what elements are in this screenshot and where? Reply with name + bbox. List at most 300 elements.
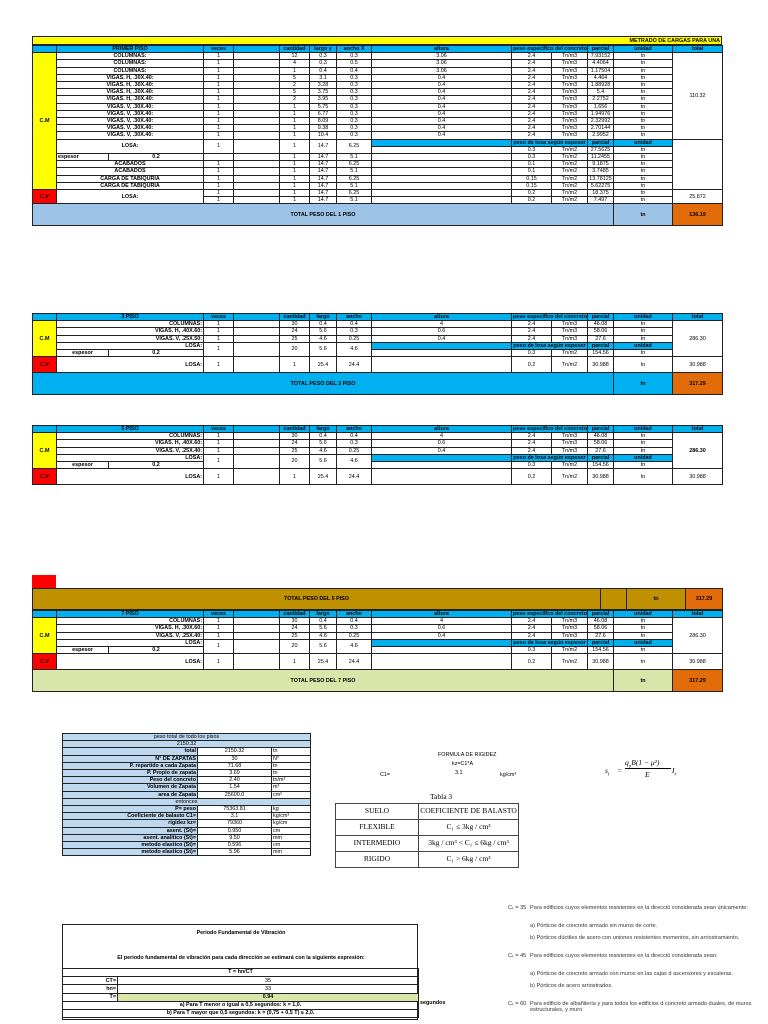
column-header: largo	[310, 426, 337, 433]
vibration-row	[63, 993, 419, 1001]
cell: 1.17504	[588, 67, 614, 74]
cell: 1	[280, 118, 310, 125]
cell: 30	[280, 433, 310, 440]
cell: 2.4	[512, 74, 552, 81]
cell	[234, 611, 280, 618]
cell: 5.1	[337, 182, 372, 189]
cell	[372, 190, 512, 197]
cell: 0.4	[337, 618, 372, 625]
row-label: VIGAS. V, .30X.40:	[57, 103, 204, 110]
cell: 24	[280, 440, 310, 447]
cell: 1	[204, 53, 234, 60]
losa-header: parcial	[588, 139, 614, 146]
cell: 0.6	[372, 625, 512, 632]
cell: 4.6	[310, 447, 337, 454]
cell: Tn/m3	[552, 433, 588, 440]
table-row	[63, 813, 311, 820]
cell: 0.4	[337, 433, 372, 440]
cell: 1	[280, 67, 310, 74]
cell: 2.70144	[588, 125, 614, 132]
table-row	[33, 433, 723, 440]
cell: 30	[280, 618, 310, 625]
cell: Tn/m3	[552, 632, 588, 639]
cell: 4.6	[337, 454, 372, 468]
column-header: total	[673, 611, 723, 618]
cell: 1	[280, 139, 310, 153]
cm-total: 286.30	[673, 433, 723, 469]
rigidez-title: FORMULA DE RIGIDEZ	[438, 752, 497, 758]
cell: 24	[280, 328, 310, 335]
row-label: VIGAS. V, .30X.40:	[57, 110, 204, 117]
cell: 0.950	[198, 827, 272, 834]
cell: 2.4	[512, 96, 552, 103]
column-header: cantidad	[280, 426, 310, 433]
cell: 0.2	[109, 462, 204, 469]
table-row	[33, 328, 723, 335]
column-header: peso especifico del concreto	[513, 46, 588, 52]
cell: 5.96	[198, 849, 272, 856]
cell: Tn/m3	[552, 125, 588, 132]
cell: 14.7	[310, 197, 337, 204]
cell: 46.08	[588, 321, 614, 328]
row-label: COLUMNAS:	[57, 53, 204, 60]
vibration-subtitle: El periodo fundamental de vibración para cada dirección se estimará con la siguiente expresión:	[117, 955, 365, 961]
column-header: altura	[372, 314, 512, 321]
cell: mm	[272, 834, 311, 841]
cell: 0.4	[372, 447, 512, 454]
cell: tn	[614, 462, 673, 469]
cell: 2.2752	[588, 96, 614, 103]
cell: 9.50	[198, 834, 272, 841]
cell: tn	[614, 350, 673, 357]
cell: kg	[272, 806, 311, 813]
cell: 0.4	[372, 118, 512, 125]
cell: 0.3	[337, 74, 372, 81]
cell: 18.375	[588, 190, 614, 197]
vibration-table	[62, 968, 419, 1018]
cell: 14.7	[310, 154, 337, 161]
summary-label: metodo elastico (St)=	[63, 842, 198, 849]
cell	[234, 328, 280, 335]
cell: 1	[204, 654, 234, 670]
column-header: cantidad	[280, 314, 310, 321]
vibration-label: CT=	[63, 977, 118, 985]
cell: tn	[614, 182, 673, 189]
column-header: 5 PISO	[57, 426, 204, 433]
cell	[372, 469, 512, 485]
losa-row	[33, 139, 723, 146]
column-header: cantidad	[280, 46, 310, 53]
cm-label: C.M	[33, 53, 57, 190]
cell: 1	[280, 357, 310, 373]
cell: 0.2	[512, 357, 552, 373]
cell: tn	[614, 190, 673, 197]
floor5-total-value: 317.29	[686, 589, 723, 610]
cell	[234, 654, 280, 670]
table-row	[63, 748, 311, 755]
cell: tn/m³	[272, 777, 311, 784]
cell: 1	[204, 639, 234, 653]
cell: 2.4	[512, 433, 552, 440]
summary-table	[62, 733, 311, 856]
losa-row	[33, 454, 723, 461]
losa-label: LOSA:	[57, 454, 204, 461]
cell: tn	[614, 618, 673, 625]
cell: Tn/m2	[552, 190, 588, 197]
losa-header: parcial	[588, 454, 614, 461]
column-header: veces	[204, 426, 234, 433]
cell: 2.32992	[588, 118, 614, 125]
cell: tn	[614, 103, 673, 110]
cell: 154.56	[588, 350, 614, 357]
cell: 24.4	[337, 357, 372, 373]
cell: 3.95	[310, 96, 337, 103]
extra-row	[33, 175, 723, 182]
cell: tn	[614, 632, 673, 639]
cell	[372, 139, 512, 146]
cell: 1	[204, 447, 234, 454]
row-label: VIGAS. H, .30X.40:	[57, 74, 204, 81]
cell: 5.6	[310, 440, 337, 447]
tabla3-header	[336, 804, 519, 820]
row-label: COLUMNAS:	[57, 321, 204, 328]
cell	[372, 639, 512, 646]
cell: 30.988	[588, 469, 614, 485]
cell: LOSA:	[57, 469, 204, 485]
losa-header: peso de losa según espesor	[513, 342, 586, 349]
ct-description: Para edificio de albañilería y para todos los edificios d concreto armado duales, de muros estructurales, y muro	[530, 1001, 752, 1014]
balasto-range: C₁ > 6kg / cm³	[419, 852, 519, 868]
cell: 0.2	[512, 469, 552, 485]
cm-label: C.M	[33, 433, 57, 469]
losa-header: unidad	[614, 454, 673, 461]
floor1-table	[32, 45, 723, 226]
vibration-value: 35	[118, 977, 419, 985]
cell: tn	[614, 335, 673, 342]
cell	[673, 139, 723, 189]
cell	[234, 197, 280, 204]
cell: LOSA:	[57, 654, 204, 670]
cell: Tn/m3	[552, 625, 588, 632]
cell: 9.38	[310, 125, 337, 132]
cell: N°	[272, 755, 311, 762]
cell: 3.69	[198, 770, 272, 777]
cell	[372, 462, 512, 469]
table-row	[33, 60, 723, 67]
table-row	[63, 777, 311, 784]
cell: 2.4	[512, 625, 552, 632]
summary-label: P. repartido a cada Zapata	[63, 762, 198, 769]
cell: 4.6	[337, 342, 372, 356]
row-label: ACABADOS	[57, 161, 204, 168]
cm-label: C.M	[33, 321, 57, 357]
table-row	[63, 770, 311, 777]
cell: 1	[280, 469, 310, 485]
cell	[234, 440, 280, 447]
cell: Tn/m2	[552, 182, 588, 189]
row-label: VIGAS. H, .30X.40:	[57, 82, 204, 89]
cell: 0.3	[337, 82, 372, 89]
row-label: VIGAS. V, .25X.40:	[57, 447, 204, 454]
cell: 1	[204, 74, 234, 81]
cell: tn	[614, 132, 673, 139]
cell	[234, 447, 280, 454]
cell: 1	[204, 342, 234, 356]
cell: 10.4	[310, 132, 337, 139]
cell: tn	[614, 168, 673, 175]
row-label: VIGAS. H, .40X.60:	[57, 328, 204, 335]
espesor-row	[33, 647, 723, 654]
column-header: parcial	[588, 611, 614, 618]
cell: 30.988	[673, 654, 723, 670]
cell	[234, 53, 280, 60]
cell: 12	[280, 53, 310, 60]
cell: Tn/m2	[552, 154, 588, 161]
cell: 0.4	[372, 110, 512, 117]
losa-header: peso de losa según espesor	[513, 139, 586, 146]
cell: 25600.0	[198, 791, 272, 798]
losa-header: unidad	[614, 342, 673, 349]
cell: mm	[272, 849, 311, 856]
cell: 2150.32	[198, 748, 272, 755]
cell: 5.4	[588, 89, 614, 96]
summary-label: area de Zapata	[63, 791, 198, 798]
cell: 2.9952	[588, 132, 614, 139]
row-label: VIGAS. H, .30X.40:	[57, 89, 204, 96]
summary-label: metodo elastico (St)=	[63, 849, 198, 856]
cell: 14.7	[310, 139, 337, 153]
cell: 2.4	[512, 440, 552, 447]
cell: 0.5	[337, 60, 372, 67]
header-row	[33, 426, 723, 433]
cell: 0.3	[512, 350, 552, 357]
cv-label: C.V	[33, 469, 57, 485]
cell: 1	[280, 161, 310, 168]
summary-label: Volumen de Zapata	[63, 784, 198, 791]
cell: 0.3	[337, 96, 372, 103]
cell: 1	[204, 321, 234, 328]
header-row	[33, 46, 723, 53]
cell: tn	[614, 89, 673, 96]
cell	[234, 168, 280, 175]
cell: Tn/m3	[552, 67, 588, 74]
table-row	[33, 632, 723, 639]
cell: 3.7485	[588, 168, 614, 175]
cell: 0.4	[372, 96, 512, 103]
table-row	[33, 103, 723, 110]
cell: 2.4	[512, 618, 552, 625]
column-header: total	[673, 426, 723, 433]
ct-value: Cₜ = 60	[508, 1001, 527, 1007]
floor7-total-value: 317.29	[673, 670, 723, 692]
cell: 14.7	[310, 175, 337, 182]
summary-value: 2150.32	[63, 741, 311, 748]
vibration-row	[63, 985, 419, 993]
cell: 0.3	[337, 125, 372, 132]
espesor-label: espesor	[57, 154, 109, 161]
ct-value: Cₜ = 35	[508, 905, 527, 911]
cell: Tn/m2	[552, 175, 588, 182]
tabla3	[335, 803, 519, 868]
cell	[234, 433, 280, 440]
cell: 0.3	[337, 328, 372, 335]
cell: 1	[204, 132, 234, 139]
vibration-label: hn=	[63, 985, 118, 993]
losa-header: unidad	[614, 639, 673, 646]
cell: Tn/m2	[552, 161, 588, 168]
cell: 3.06	[372, 53, 512, 60]
floor5-total-label: TOTAL PESO DEL 5 PISO	[33, 589, 601, 610]
cell: 1	[204, 625, 234, 632]
cell: 1	[204, 454, 234, 468]
cell: 1	[280, 125, 310, 132]
cell: 1	[280, 175, 310, 182]
soil-type: RIGIDO	[336, 852, 419, 868]
cell: 0.25	[337, 632, 372, 639]
cell: tn	[614, 647, 673, 654]
floor7-total-row	[33, 670, 723, 692]
cell: 0.4	[337, 321, 372, 328]
cell: 27.6	[588, 447, 614, 454]
ct-subitem: b) Pórticos dúctiles de acero con uniones resistentes momentos, sin arriostramiento.	[530, 935, 740, 941]
cell: 1	[280, 197, 310, 204]
cell: 30	[198, 755, 272, 762]
floor7-table	[32, 610, 723, 692]
column-header: altura	[372, 46, 512, 53]
cell: 30.988	[673, 469, 723, 485]
cell: 24.4	[337, 654, 372, 670]
cell: 0.4	[372, 132, 512, 139]
table-row	[33, 321, 723, 328]
cell	[234, 182, 280, 189]
cell	[234, 125, 280, 132]
column-header: largo	[310, 314, 337, 321]
cell: 0.3	[337, 53, 372, 60]
cell: 5.6	[310, 454, 337, 468]
cell: 0.3	[512, 146, 552, 153]
cell: 0.2	[109, 647, 204, 654]
cell: 30.988	[673, 357, 723, 373]
table-row	[33, 96, 723, 103]
floor7-total-label: TOTAL PESO DEL 7 PISO	[33, 670, 614, 692]
summary-entonces: entonces	[63, 798, 311, 805]
cell: 75363.81	[198, 806, 272, 813]
cell: 0.3	[337, 110, 372, 117]
vibration-value: 33	[118, 985, 419, 993]
cv-label: C.V	[33, 654, 57, 670]
table-row	[33, 89, 723, 96]
row-label: COLUMNAS:	[57, 618, 204, 625]
cell: 13.78125	[589, 175, 612, 182]
cell: tn	[614, 125, 673, 132]
table-row	[33, 440, 723, 447]
cell: 58.06	[588, 328, 614, 335]
cell: tn	[272, 762, 311, 769]
cell: tn	[614, 357, 673, 373]
cell	[33, 46, 57, 53]
row-label: COLUMNAS:	[57, 433, 204, 440]
cell: 79360	[198, 820, 272, 827]
cell: 2.4	[512, 132, 552, 139]
cell: 1	[204, 161, 234, 168]
floor3-table	[32, 313, 723, 395]
cell: 0.2	[512, 190, 552, 197]
cell: 0.4	[372, 82, 512, 89]
cell	[234, 314, 280, 321]
cell: 5	[280, 74, 310, 81]
cell: 30.988	[588, 357, 614, 373]
espesor-label: espesor	[57, 350, 109, 357]
cell: 1	[204, 433, 234, 440]
cell	[234, 335, 280, 342]
cell: 4	[372, 433, 512, 440]
cell	[234, 103, 280, 110]
cell: 25	[280, 447, 310, 454]
cell: Tn/m2	[552, 462, 588, 469]
cm-total: 286.30	[673, 618, 723, 654]
cell: 0.2	[109, 154, 204, 161]
cv-label: C.V	[33, 357, 57, 373]
losa-header: unidad	[614, 139, 673, 146]
row-label: VIGAS. V, .25X.50:	[57, 335, 204, 342]
cell	[33, 426, 57, 433]
cell: Tn/m3	[552, 96, 588, 103]
cell	[234, 82, 280, 89]
cell	[372, 175, 512, 182]
espesor-row	[33, 462, 723, 469]
cell: tn	[614, 328, 673, 335]
cell: 0.25	[337, 335, 372, 342]
cell: 6.25	[337, 139, 372, 153]
cell: 2.4	[512, 335, 552, 342]
cell: 1	[280, 154, 310, 161]
tabla3-header: COEFICIENTE DE BALASTO	[419, 804, 519, 820]
vibration-label: T=	[63, 993, 118, 1001]
column-header: veces	[204, 46, 234, 53]
row-label: VIGAS. V, .30X.40:	[57, 125, 204, 132]
cell: 5.6	[310, 328, 337, 335]
cv-total: 25.872	[673, 190, 723, 204]
cell	[234, 321, 280, 328]
cell: 1	[204, 103, 234, 110]
espesor-row	[33, 350, 723, 357]
cv-row	[33, 654, 723, 670]
cell: 0.4	[372, 103, 512, 110]
cell	[234, 74, 280, 81]
cell: 0.4	[372, 125, 512, 132]
cell: 1	[204, 469, 234, 485]
column-header: parcial	[588, 314, 614, 321]
cell: kg/cm³	[272, 813, 311, 820]
extra-row	[33, 182, 723, 189]
cell: 3.06	[372, 60, 512, 67]
cell: 2.4	[512, 67, 552, 74]
cell: 0.3	[337, 132, 372, 139]
summary-title-row	[63, 734, 311, 741]
ct-subitem: b) Pórticos de acero arriostrados.	[530, 983, 613, 989]
row-label: COLUMNAS:	[57, 60, 204, 67]
cell	[234, 132, 280, 139]
floor1-total-unit: tn	[614, 204, 673, 226]
cell: 5.75	[310, 103, 337, 110]
espesor-label: espesor	[57, 647, 109, 654]
row-label: CARGA DE TABIQURIA	[57, 182, 204, 189]
cell: 3.28	[310, 82, 337, 89]
cell: 0.6	[372, 440, 512, 447]
cell: 7.497	[588, 197, 614, 204]
cell: Tn/m2	[552, 197, 588, 204]
cell	[234, 426, 280, 433]
